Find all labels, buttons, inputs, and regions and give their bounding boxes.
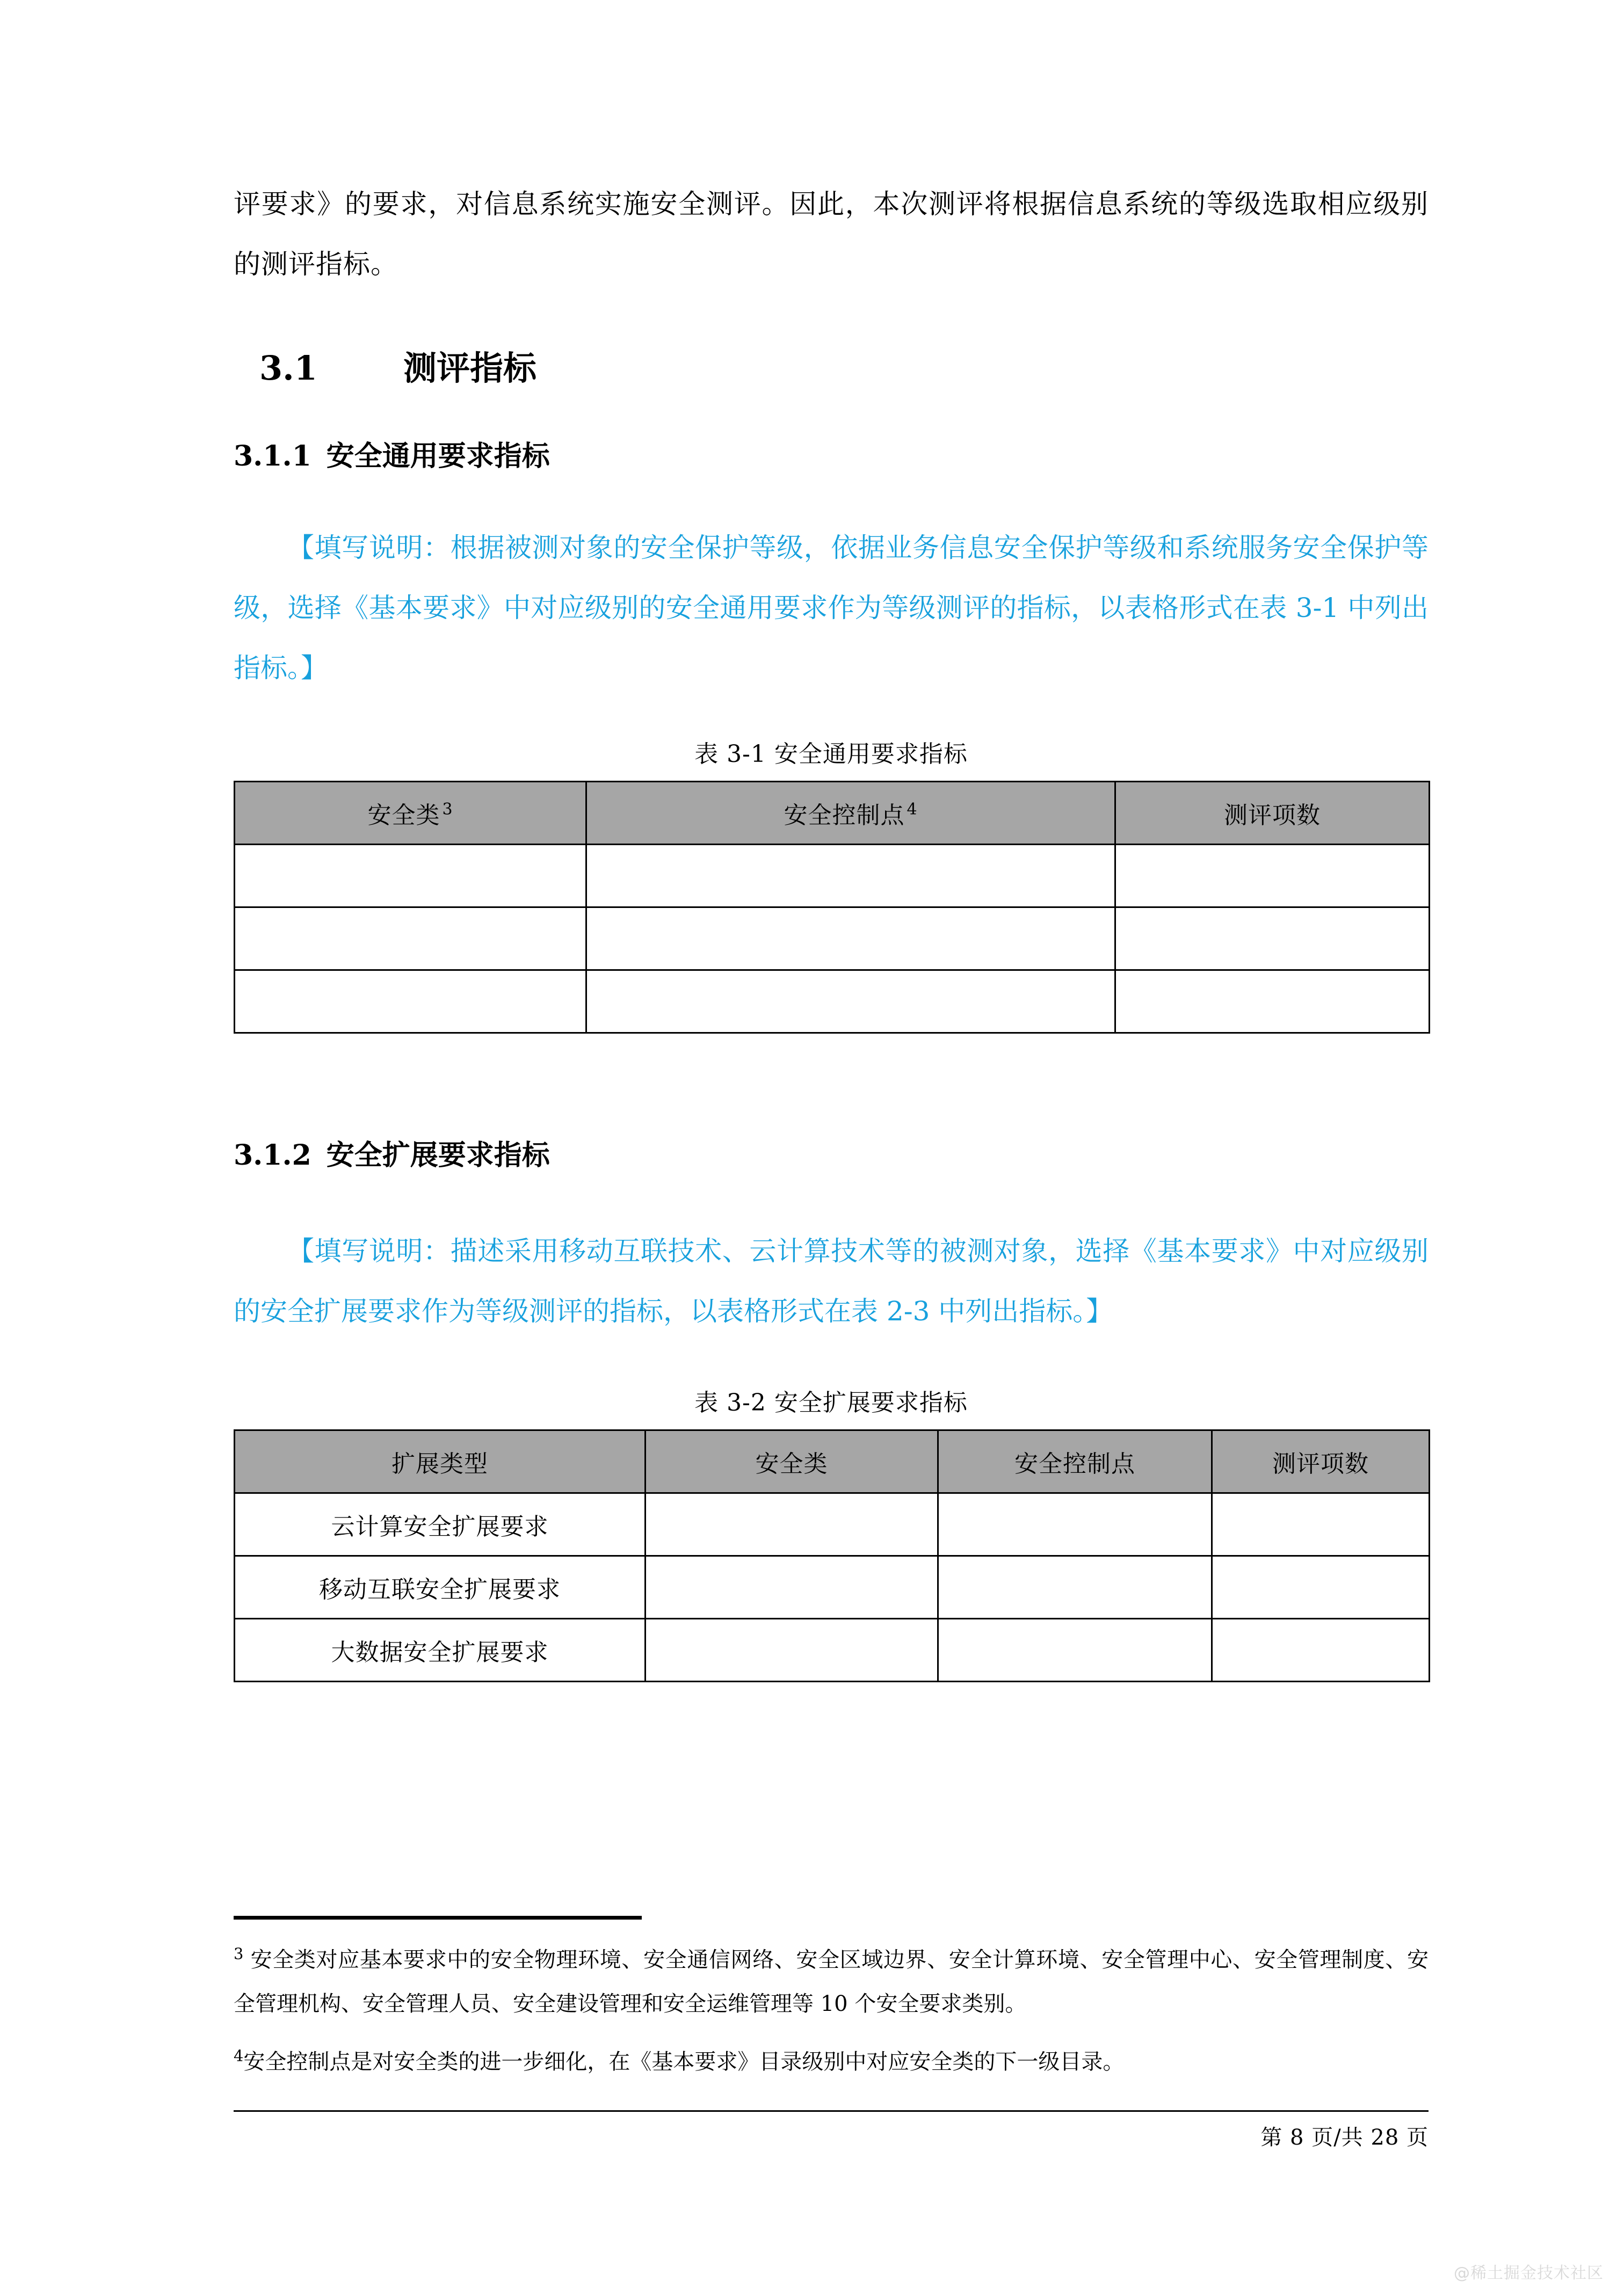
table-3-1-caption: 表 3-1 安全通用要求指标 [694,740,968,768]
table-3-1-body [235,845,1430,1033]
heading-3-1 [234,294,1429,389]
table-cell[interactable] [1212,1556,1430,1619]
heading-3-1-1-number: 3.1.1 [234,440,311,473]
table-cell-extension-type[interactable]: 大数据安全扩展要求 [235,1619,646,1682]
table-cell[interactable] [235,970,586,1033]
table-3-1-col-item-count: 测评项数 [1115,782,1430,845]
footnote-ref-3: 3 [442,800,453,819]
table-cell[interactable] [646,1556,938,1619]
footnote-ref-4: 4 [907,800,918,819]
page-footer [234,2110,1429,2151]
table-row [235,1619,1430,1682]
table-cell[interactable] [938,1556,1212,1619]
table-row [235,907,1430,970]
table-row [235,970,1430,1033]
fill-instruction-3-1-1: 【填写说明：根据被测对象的安全保护等级，依据业务信息安全保护等级和系统服务安全保护等级，选择《基本要求》中对应级别的安全通用要求作为等级测评的指标，以表格形式在表 3-1 中列出指标。】 [234,532,1429,684]
table-cell[interactable] [938,1619,1212,1682]
table-3-1-head [235,782,1430,845]
footnote-4 [234,2040,1429,2084]
table-cell[interactable] [235,907,586,970]
footnote-3 [234,1938,1429,2026]
table-3-2 [234,1429,1430,1682]
table-3-2-caption: 表 3-2 安全扩展要求指标 [694,1389,968,1416]
table-3-2-body [235,1493,1430,1682]
table-3-2-col-security-class: 安全类 [646,1430,938,1493]
table-3-2-head [235,1430,1430,1493]
heading-3-1-1-title: 安全通用要求指标 [326,440,550,473]
table-cell[interactable] [586,970,1115,1033]
footnote-4-marker: 4 [234,2046,244,2065]
footnote-area [234,1916,1429,2098]
table-cell[interactable] [1212,1493,1430,1556]
table-3-1-header-row [235,782,1430,845]
heading-3-1-2 [234,1034,1429,1173]
heading-3-1-1 [234,389,1429,474]
heading-3-1-2-number: 3.1.2 [234,1139,311,1172]
table-3-2-col-control-point: 安全控制点 [938,1430,1212,1493]
table-cell-extension-type[interactable]: 移动互联安全扩展要求 [235,1556,646,1619]
page-number: 第 8 页/共 28 页 [1260,2125,1429,2150]
table-cell[interactable] [1115,970,1430,1033]
table-cell[interactable] [235,845,586,907]
table-cell[interactable] [646,1619,938,1682]
table-cell[interactable] [586,845,1115,907]
table-row [235,1493,1430,1556]
page-content-column [234,0,1429,1682]
table-row [235,845,1430,907]
table-3-1-col-control-point-label: 安全控制点 [784,802,905,829]
heading-3-1-title: 测评指标 [403,348,537,388]
table-3-1 [234,781,1430,1034]
watermark: @稀土掘金技术社区 [1454,2264,1604,2283]
table-cell-extension-type[interactable]: 云计算安全扩展要求 [235,1493,646,1556]
table-cell[interactable] [1115,907,1430,970]
footer-separator-rule [234,2110,1429,2112]
table-3-2-header-row [235,1430,1430,1493]
footnote-3-text: 安全类对应基本要求中的安全物理环境、安全通信网络、安全区域边界、安全计算环境、安全管理中心、安全管理制度、安全管理机构、安全管理人员、安全建设管理和安全运维管理等 10 个安全要求类别。 [234,1948,1429,2016]
table-row [235,1556,1430,1619]
heading-3-1-number: 3.1 [259,348,317,388]
table-3-2-col-extension-type: 扩展类型 [235,1430,646,1493]
opening-paragraph: 评要求》的要求，对信息系统实施安全测评。因此，本次测评将根据信息系统的等级选取相应级别的测评指标。 [234,188,1429,280]
footnote-separator-rule [234,1916,642,1920]
footnote-3-marker: 3 [234,1944,244,1963]
heading-3-1-2-title: 安全扩展要求指标 [326,1139,550,1172]
table-cell[interactable] [938,1493,1212,1556]
footnote-4-text: 安全控制点是对安全类的进一步细化，在《基本要求》目录级别中对应安全类的下一级目录。 [243,2050,1125,2074]
table-cell[interactable] [586,907,1115,970]
table-3-2-col-item-count: 测评项数 [1212,1430,1430,1493]
table-cell[interactable] [1115,845,1430,907]
table-3-1-col-security-class [235,782,586,845]
fill-instruction-3-1-2: 【填写说明：描述采用移动互联技术、云计算技术等的被测对象，选择《基本要求》中对应级别的安全扩展要求作为等级测评的指标，以表格形式在表 2-3 中列出指标。】 [234,1236,1429,1327]
table-cell[interactable] [1212,1619,1430,1682]
table-3-1-col-security-class-label: 安全类 [367,802,440,829]
table-cell[interactable] [646,1493,938,1556]
table-3-1-col-control-point [586,782,1115,845]
